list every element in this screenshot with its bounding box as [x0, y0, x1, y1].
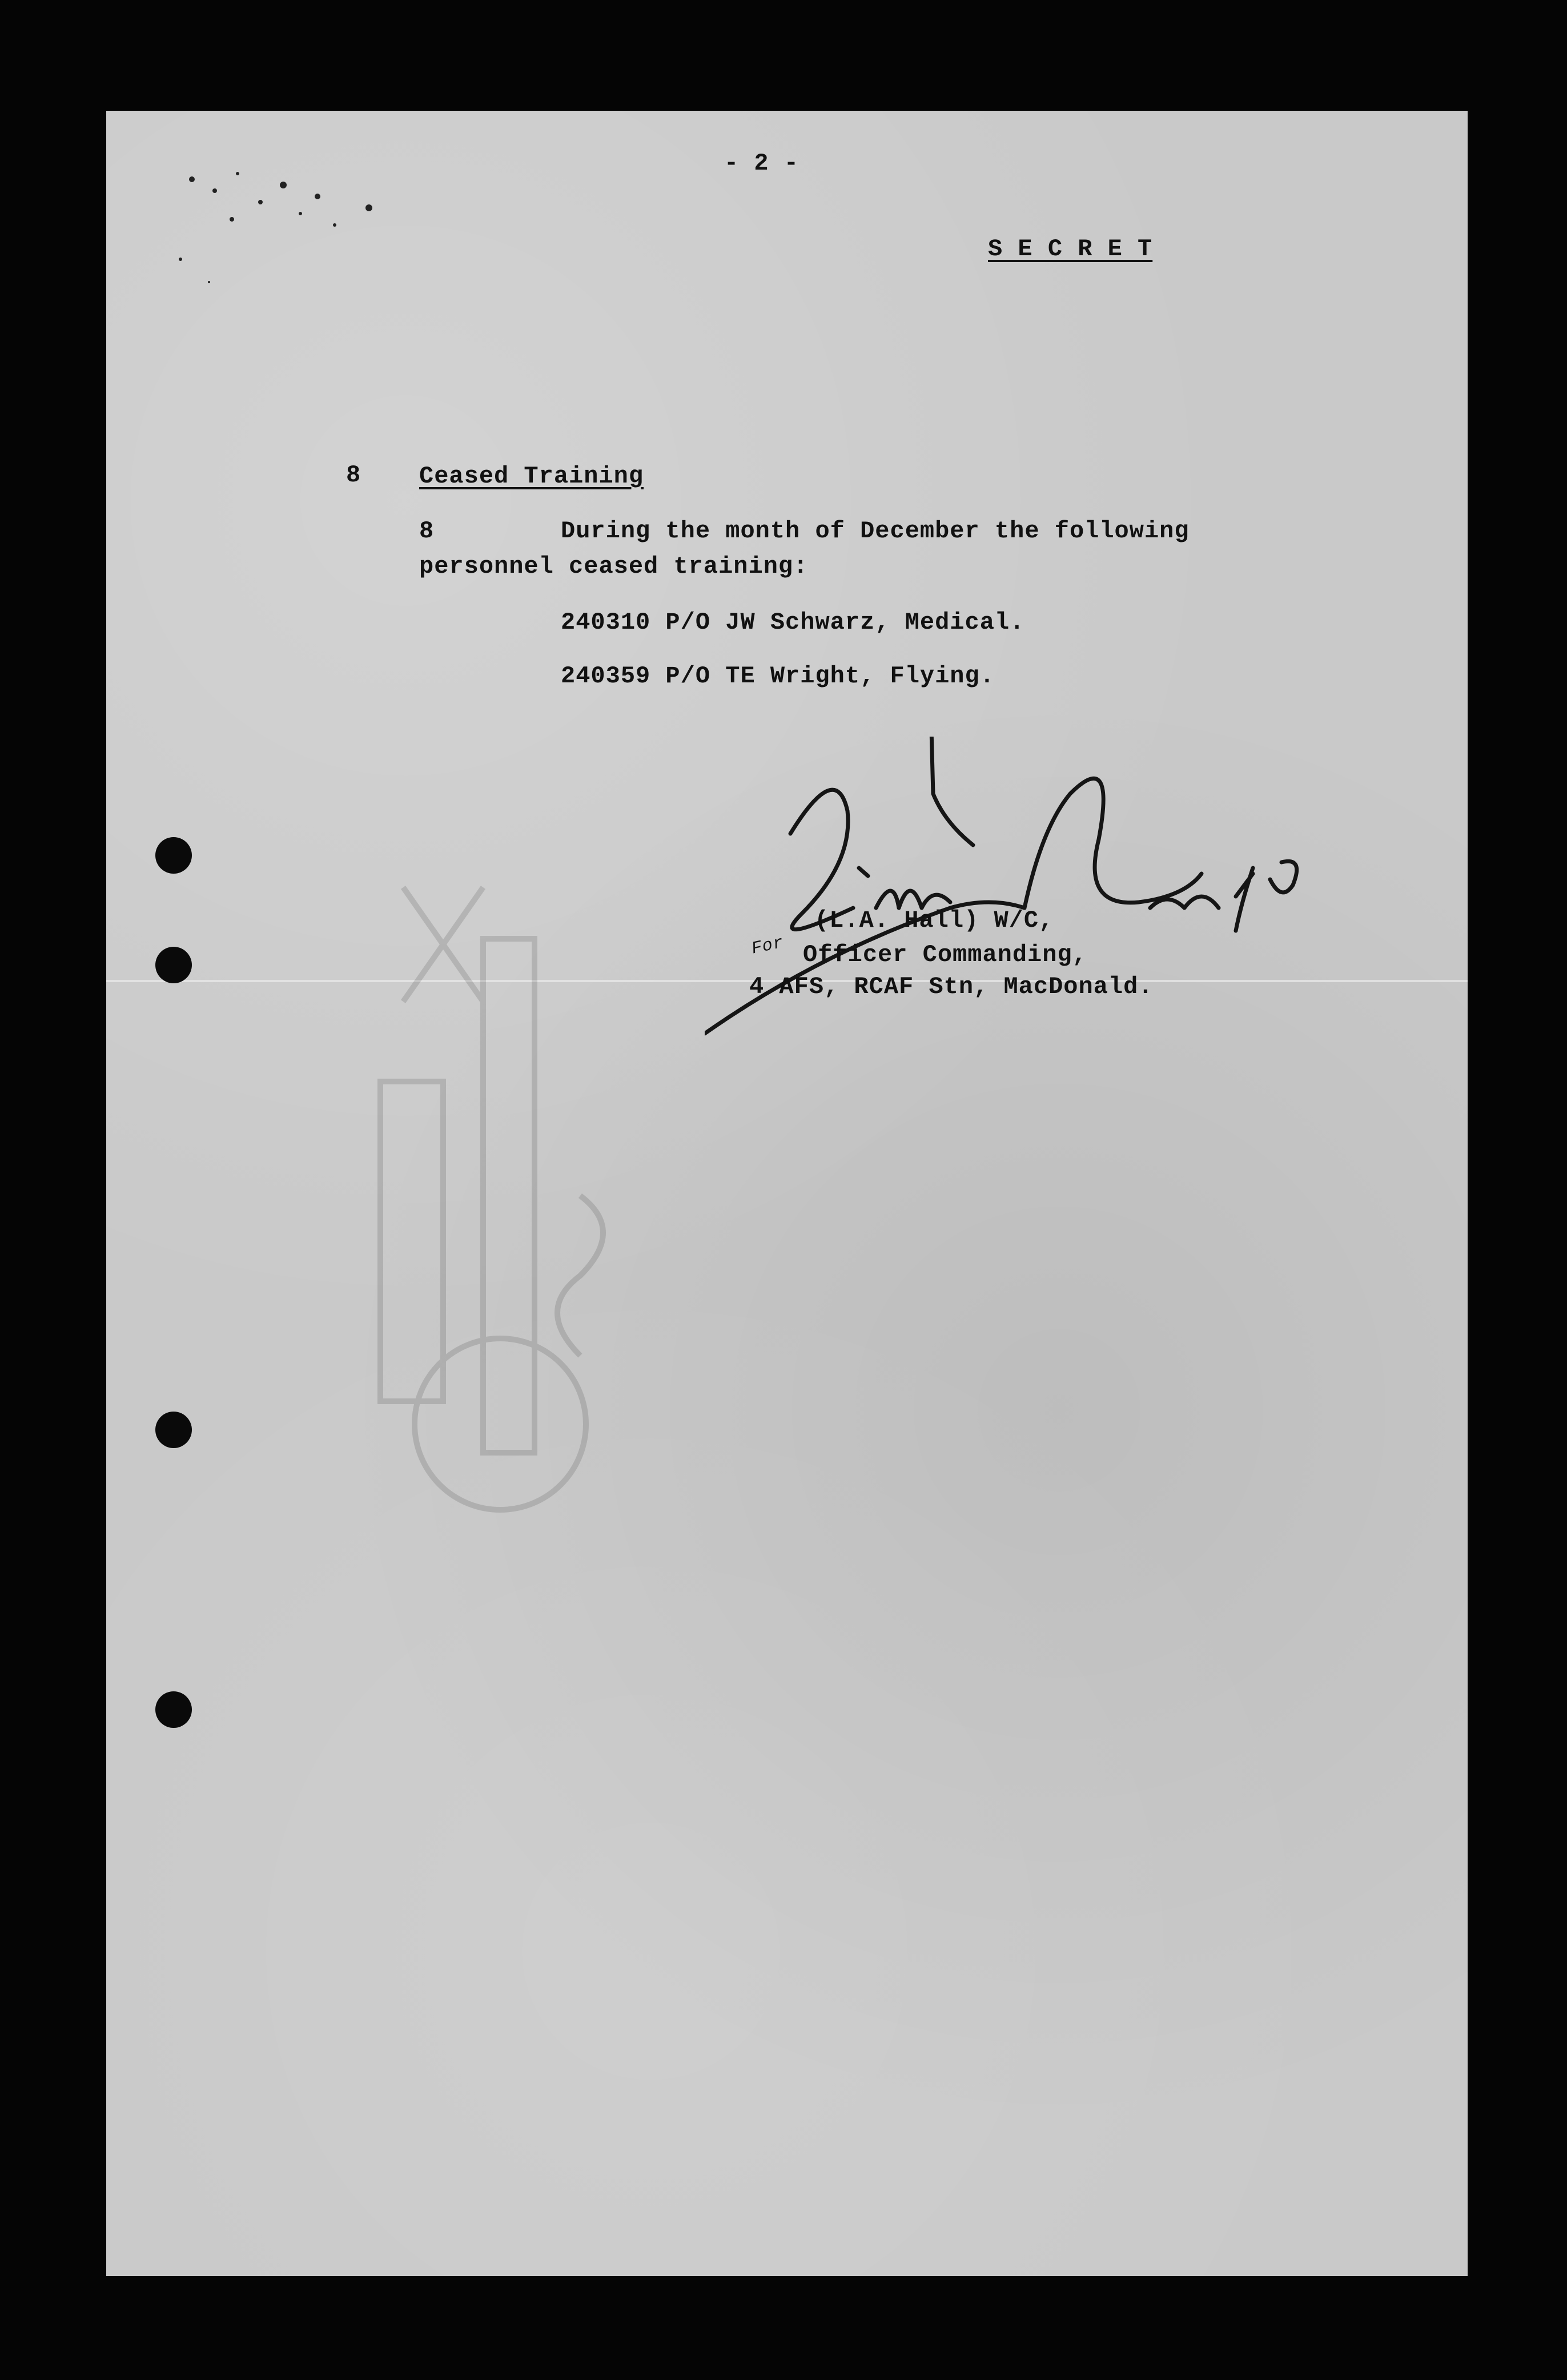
punch-hole — [155, 1412, 192, 1448]
for-mark: For — [750, 933, 786, 959]
personnel-entry: 240359 P/O TE Wright, Flying. — [561, 662, 995, 690]
signatory-unit: 4 AFS, RCAF Stn, MacDonald. — [749, 973, 1154, 1000]
punch-hole — [155, 1691, 192, 1728]
punch-hole — [155, 837, 192, 874]
section-number: 8 — [346, 461, 361, 489]
document-page — [106, 111, 1468, 2276]
paragraph-line: personnel ceased training: — [419, 553, 809, 580]
punch-hole — [155, 947, 192, 983]
ink-specks — [129, 134, 415, 316]
signatory-name: (L.A. Hall) W/C, — [814, 907, 1054, 934]
personnel-entry: 240310 P/O JW Schwarz, Medical. — [561, 609, 1025, 636]
page-number: - 2 - — [724, 150, 799, 177]
handwritten-signature — [705, 737, 1401, 1056]
paragraph-number: 8 — [419, 517, 435, 545]
paragraph-line: During the month of December the following — [561, 517, 1190, 545]
signatory-title: Officer Commanding, — [803, 941, 1087, 968]
classification-marking: S E C R E T — [988, 235, 1153, 263]
faded-archive-stamp — [312, 853, 654, 1653]
section-heading: Ceased Training — [419, 463, 644, 490]
